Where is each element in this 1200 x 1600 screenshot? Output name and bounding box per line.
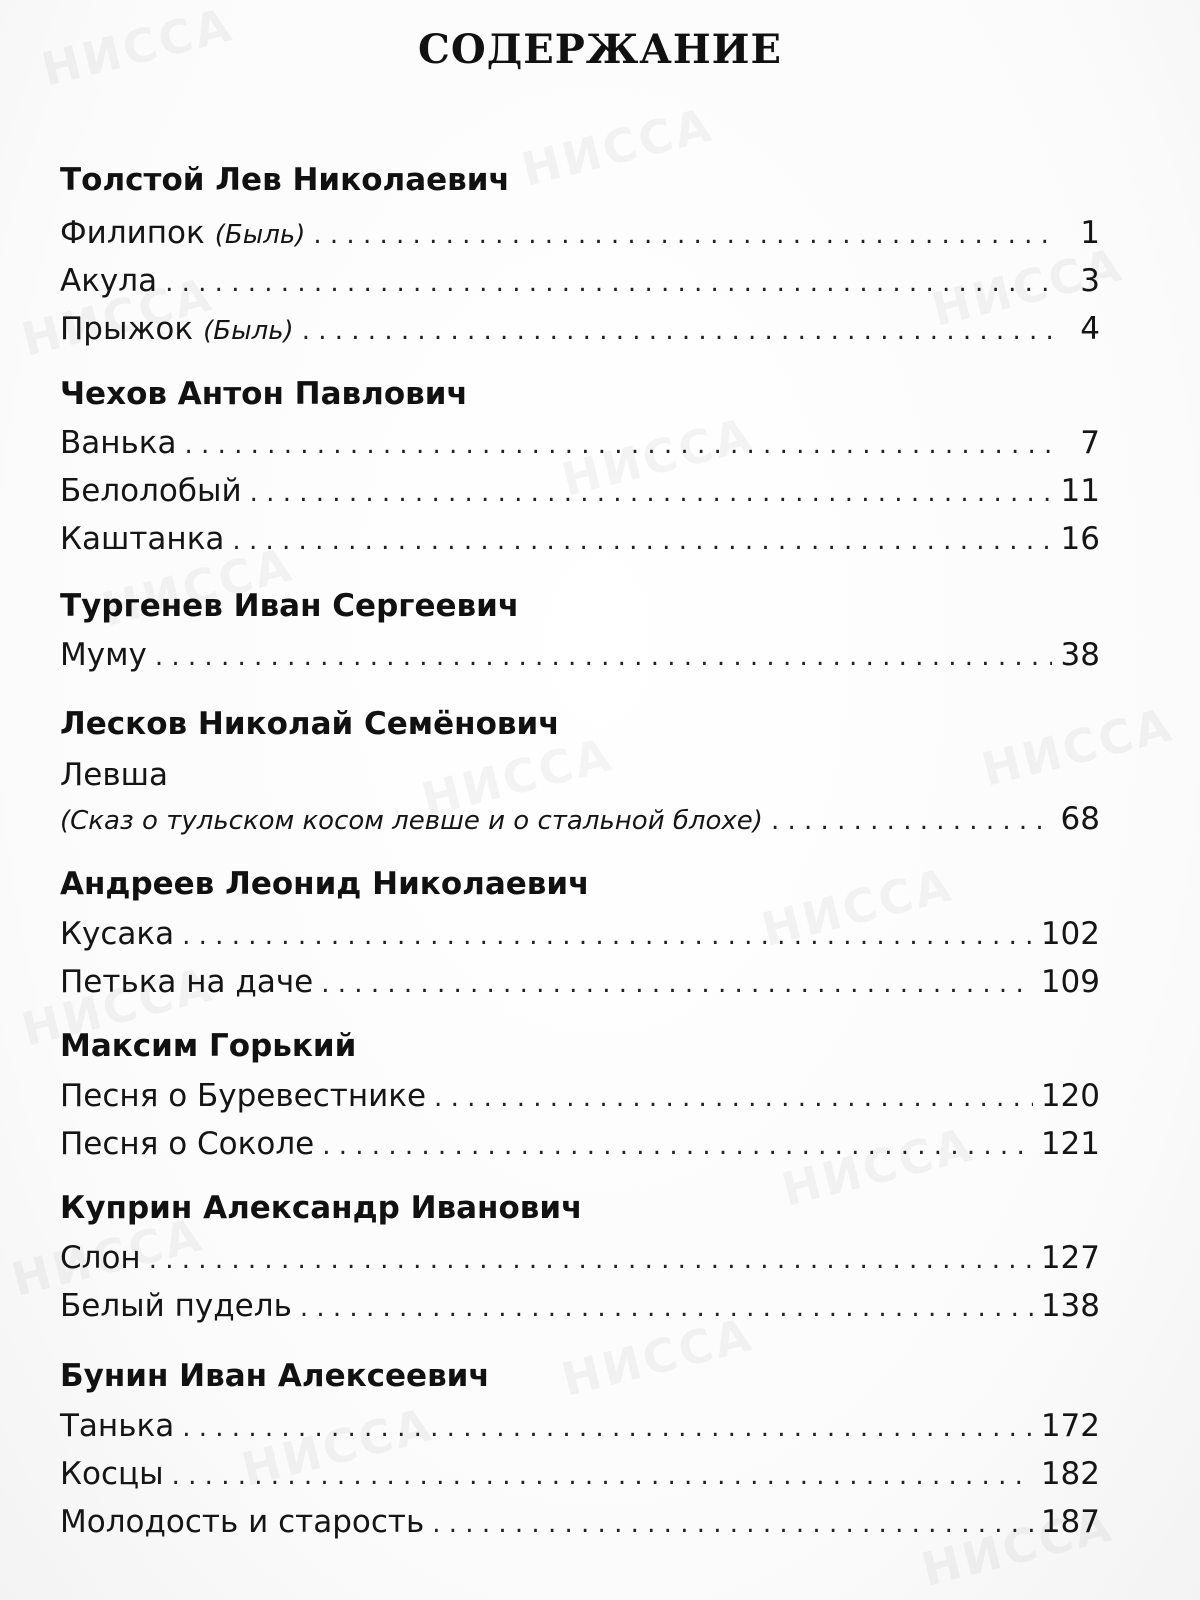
entry-title: Петька на даче: [60, 964, 314, 1000]
page-number: 172: [1040, 1408, 1100, 1444]
dot-leader: [321, 969, 1033, 999]
entry-title: Песня о Буревестнике: [60, 1078, 427, 1114]
author-heading: Андреев Леонид Николаевич: [60, 866, 590, 902]
page-number: 7: [1080, 425, 1100, 461]
dot-leader: [172, 1461, 1033, 1491]
page-number: 16: [1060, 521, 1100, 557]
dot-leader: [322, 1131, 1033, 1161]
entry-title: Муму: [60, 637, 147, 673]
toc-entry[interactable]: [60, 425, 1100, 461]
author-heading: Куприн Александр Иванович: [60, 1190, 583, 1226]
entry-title: Белолобый: [60, 473, 242, 509]
toc-entry[interactable]: [60, 263, 1100, 299]
page-number: 102: [1040, 916, 1100, 952]
entry-title: Песня о Соколе: [60, 1126, 315, 1162]
author-heading: Тургенев Иван Сергеевич: [60, 588, 520, 624]
author-heading: Толстой Лев Николаевич: [60, 162, 510, 198]
page-number: 138: [1040, 1288, 1100, 1324]
page-number: 1: [1080, 215, 1100, 251]
toc-entry[interactable]: [60, 1504, 1100, 1540]
author-heading: Максим Горький: [60, 1028, 357, 1064]
dot-leader: [155, 642, 1052, 672]
page-number: 127: [1040, 1240, 1100, 1276]
dot-leader: [165, 268, 1052, 298]
toc-entry[interactable]: [60, 916, 1100, 952]
toc-entry[interactable]: [60, 1456, 1100, 1492]
page-number: 121: [1040, 1126, 1100, 1162]
author-heading: Чехов Антон Павлович: [60, 376, 468, 412]
dot-leader: [771, 806, 1052, 836]
toc-entry[interactable]: [60, 801, 1100, 837]
watermark-text: [976, 697, 1178, 797]
entry-title: Танька: [60, 1408, 175, 1444]
watermark-text: [516, 97, 718, 197]
entry-title: Слон: [60, 1240, 141, 1276]
dot-leader: [250, 478, 1052, 508]
entry-title: Кусака: [60, 916, 175, 952]
page-number: 120: [1040, 1078, 1100, 1114]
page-number: 11: [1060, 473, 1100, 509]
page-number: 38: [1060, 637, 1100, 673]
toc-entry[interactable]: [60, 637, 1100, 673]
entry-title[interactable]: Левша: [60, 757, 169, 793]
entry-note: (Быль): [214, 220, 306, 250]
page-number: 68: [1060, 801, 1100, 837]
entry-subtitle: (Сказ о тульском косом левше и о стальной блохе): [60, 806, 763, 836]
dot-leader: [432, 1509, 1033, 1539]
entry-title: Каштанка: [60, 521, 225, 557]
dot-leader: [313, 220, 1052, 250]
page-title: СОДЕРЖАНИЕ: [418, 26, 782, 73]
entry-title: Акула: [60, 263, 158, 299]
entry-title: Молодость и старость: [60, 1504, 425, 1540]
toc-entry[interactable]: [60, 1078, 1100, 1114]
entry-title: Ванька: [60, 425, 177, 461]
page-number: 182: [1040, 1456, 1100, 1492]
dot-leader: [149, 1245, 1033, 1275]
page-number: 4: [1080, 311, 1100, 347]
toc-entry[interactable]: [60, 1288, 1100, 1324]
entry-title: Прыжок: [60, 311, 194, 347]
dot-leader: [232, 526, 1052, 556]
dot-leader: [182, 921, 1033, 951]
entry-title: Косцы: [60, 1456, 164, 1492]
page-number: 109: [1040, 964, 1100, 1000]
entry-note: (Быль): [203, 316, 294, 346]
toc-entry[interactable]: [60, 215, 1100, 251]
toc-entry[interactable]: [60, 964, 1100, 1000]
toc-entry[interactable]: [60, 311, 1100, 347]
entry-title: Филипок: [60, 215, 205, 251]
entry-title: Белый пудель: [60, 1288, 292, 1324]
toc-entry[interactable]: [60, 1240, 1100, 1276]
dot-leader: [300, 1293, 1033, 1323]
dot-leader: [182, 1413, 1033, 1443]
dot-leader: [185, 430, 1052, 460]
toc-entry[interactable]: [60, 473, 1100, 509]
dot-leader: [434, 1083, 1033, 1113]
author-heading: Бунин Иван Алексеевич: [60, 1358, 490, 1394]
author-heading: Лесков Николай Семёнович: [60, 706, 560, 742]
page-number: 187: [1040, 1504, 1100, 1540]
dot-leader: [302, 316, 1052, 346]
page-number: 3: [1080, 263, 1100, 299]
toc-entry[interactable]: [60, 521, 1100, 557]
toc-entry[interactable]: [60, 1126, 1100, 1162]
toc-entry[interactable]: [60, 1408, 1100, 1444]
